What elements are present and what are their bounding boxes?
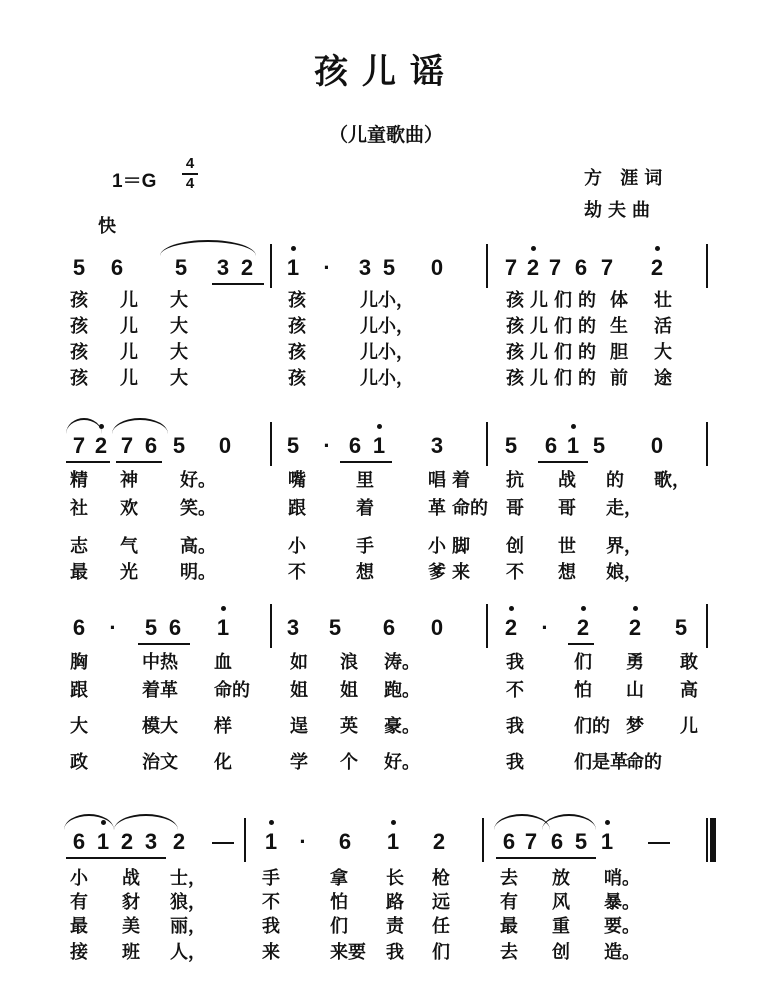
note-underline [66,461,110,463]
lyric-syllable: 命的 [626,752,662,773]
note: 3 [216,255,230,280]
lyric-syllable: 人， [170,942,206,963]
lyric-syllable: 们 [554,342,572,363]
lyric-syllable: 大 [170,316,188,337]
bar-line [706,818,708,862]
lyric-syllable: 孩 [288,290,306,311]
bar-line [270,422,272,466]
lyric-syllable: 儿 [530,316,548,337]
octave-dot [377,424,382,429]
note: 3 [144,829,158,854]
bar-line [244,818,246,862]
octave-dot [221,606,226,611]
note: · [109,615,117,640]
bar-line [706,244,708,288]
note: 2 [504,615,518,640]
note: 6 [544,433,558,458]
octave-dot [291,246,296,251]
octave-dot [571,424,576,429]
lyric-syllable: 战 [558,470,576,491]
lyric-syllable: 儿小， [360,342,414,363]
note: 6 [574,255,588,280]
lyric-syllable: 儿 [120,342,138,363]
note: 3 [286,615,300,640]
lyric-syllable: 拿 [330,868,348,889]
lyric-syllable: 战 [122,868,140,889]
lyric-syllable: 政 [70,752,88,773]
lyric-syllable: 狼， [170,892,206,913]
octave-dot [531,246,536,251]
lyric-syllable: 接 [70,942,88,963]
lyric-syllable: 世 [558,536,576,557]
lyric-syllable: 重 [552,916,570,937]
lyric-syllable: 怕 [574,680,592,701]
lyric-syllable: 不 [506,562,524,583]
bar-line [706,604,708,648]
lyric-syllable: 好。 [384,752,420,773]
note: 2 [432,829,446,854]
lyric-syllable: 明。 [180,562,216,583]
lyric-syllable: 前 [610,368,628,389]
note: 6 [144,433,158,458]
note: 5 [504,433,518,458]
note: 2 [120,829,134,854]
lyric-syllable: 我 [506,752,524,773]
lyric-syllable: 胆 [610,342,628,363]
lyric-syllable: 们 [574,652,592,673]
lyric-syllable: 孩 [288,316,306,337]
lyric-syllable: 姐 [290,680,308,701]
lyric-syllable: 美 [122,916,140,937]
lyric-syllable: 笑。 [180,498,216,519]
lyric-syllable: 胸 [70,652,88,673]
lyric-syllable: 英 [340,716,358,737]
lyric-syllable: 任 [432,916,450,937]
sustain-dash [212,842,234,844]
lyric-syllable: 体 [610,290,628,311]
note-underline [538,461,588,463]
note: 1 [264,829,278,854]
lyric-syllable: 儿 [120,368,138,389]
note: 2 [172,829,186,854]
lyric-syllable: 儿小， [360,290,414,311]
lyric-syllable: 来要 [330,942,366,963]
lyric-syllable: 小 [70,868,88,889]
time-signature-top: 4 [185,155,195,172]
lyric-syllable: 的 [578,368,596,389]
note: 0 [650,433,664,458]
slur [66,418,102,434]
lyric-syllable: 精 [70,470,88,491]
note: 6 [168,615,182,640]
lyric-syllable: 小 [428,536,446,557]
lyric-syllable: 社 [70,498,88,519]
lyric-syllable: 高。 [180,536,216,557]
lyric-syllable: 命的 [214,680,250,701]
lyric-syllable: 哥 [558,498,576,519]
octave-dot [581,606,586,611]
note: 1 [566,433,580,458]
lyric-syllable: 光 [120,562,138,583]
lyric-syllable: 大 [654,342,672,363]
lyric-syllable: 孩 [506,342,524,363]
note: 0 [430,255,444,280]
octave-dot [605,820,610,825]
lyric-syllable: 儿 [120,316,138,337]
song-subtitle: （儿童歌曲） [328,124,443,146]
note: 1 [96,829,110,854]
lyric-syllable: 孩 [70,342,88,363]
note: 2 [576,615,590,640]
lyric-syllable: 学 [290,752,308,773]
note-underline [340,461,392,463]
lyric-syllable: 远 [432,892,450,913]
lyric-syllable: 浪 [340,652,358,673]
lyric-syllable: 最 [70,562,88,583]
lyric-syllable: 脚 [452,536,470,557]
lyric-syllable: 大 [70,716,88,737]
lyric-syllable: 孩 [506,316,524,337]
lyric-syllable: 血 [214,652,232,673]
lyric-syllable: 长 [386,868,404,889]
lyric-syllable: 去 [500,868,518,889]
lyric-syllable: 革 [428,498,446,519]
note: 7 [548,255,562,280]
lyric-syllable: 创 [552,942,570,963]
octave-dot [509,606,514,611]
octave-dot [269,820,274,825]
octave-dot [655,246,660,251]
lyric-syllable: 模大 [142,716,178,737]
lyric-syllable: 活 [654,316,672,337]
lyric-syllable: 哥 [506,498,524,519]
lyric-syllable: 枪 [432,868,450,889]
note-underline [568,643,594,645]
lyric-syllable: 孩 [288,342,306,363]
note: 7 [504,255,518,280]
lyric-syllable: 走， [606,498,642,519]
note: 2 [240,255,254,280]
lyric-syllable: 儿小， [360,316,414,337]
note: 5 [72,255,86,280]
lyric-syllable: 途 [654,368,672,389]
lyric-syllable: 化 [214,752,232,773]
lyric-syllable: 着 [356,498,374,519]
note: 1 [386,829,400,854]
lyric-syllable: 气 [120,536,138,557]
lyric-syllable: 孩 [70,290,88,311]
lyric-syllable: 放 [552,868,570,889]
lyric-syllable: 们 [554,316,572,337]
lyric-syllable: 丽， [170,916,206,937]
note-underline [544,857,596,859]
note: 5 [144,615,158,640]
note: 1 [600,829,614,854]
lyric-syllable: 们 [432,942,450,963]
lyric-syllable: 儿 [530,368,548,389]
note: 6 [382,615,396,640]
lyric-syllable: 风 [552,892,570,913]
lyric-syllable: 的 [578,316,596,337]
lyric-syllable: 大 [170,368,188,389]
note: 6 [338,829,352,854]
tempo-marking: 快 [98,216,116,237]
lyric-syllable: 如 [290,652,308,673]
note: 1 [286,255,300,280]
lyric-syllable: 想 [356,562,374,583]
final-bar-line [710,818,716,862]
note: 2 [628,615,642,640]
note: 5 [286,433,300,458]
lyric-syllable: 们 [330,916,348,937]
lyric-syllable: 不 [506,680,524,701]
lyric-syllable: 士， [170,868,206,889]
bar-line [270,244,272,288]
lyric-syllable: 儿 [680,716,698,737]
lyric-syllable: 生 [610,316,628,337]
lyric-syllable: 的 [606,470,624,491]
note: 6 [72,615,86,640]
lyric-syllable: 豺 [122,892,140,913]
lyricist-credit: 方 涯词 [584,168,669,189]
lyric-syllable: 大 [170,290,188,311]
lyric-syllable: 有 [500,892,518,913]
note: 5 [574,829,588,854]
lyric-syllable: 神 [120,470,138,491]
note: 7 [600,255,614,280]
lyric-syllable: 最 [500,916,518,937]
lyric-syllable: 勇 [626,652,644,673]
lyric-syllable: 样 [214,716,232,737]
note: 6 [348,433,362,458]
lyric-syllable: 个 [340,752,358,773]
lyric-syllable: 孩 [70,316,88,337]
bar-line [486,604,488,648]
lyric-syllable: 来 [452,562,470,583]
lyric-syllable: 梦 [626,716,644,737]
lyric-syllable: 们 [554,368,572,389]
lyric-syllable: 大 [170,342,188,363]
lyric-syllable: 嘴 [288,470,306,491]
lyric-syllable: 儿 [530,342,548,363]
lyric-syllable: 暴。 [604,892,640,913]
note: · [299,829,307,854]
slur [112,418,168,434]
lyric-syllable: 涛。 [384,652,420,673]
lyric-syllable: 跑。 [384,680,420,701]
lyric-syllable: 班 [122,942,140,963]
lyric-syllable: 高 [680,680,698,701]
lyric-syllable: 界， [606,536,642,557]
lyric-syllable: 逞 [290,716,308,737]
bar-line [482,818,484,862]
note-underline [66,857,114,859]
note-underline [114,857,166,859]
note: 3 [358,255,372,280]
lyric-syllable: 造。 [604,942,640,963]
lyric-syllable: 儿小， [360,368,414,389]
note: 5 [172,433,186,458]
lyric-syllable: 里 [356,470,374,491]
note: 5 [674,615,688,640]
slur [160,240,256,256]
song-title: 孩儿谣 [314,52,458,92]
lyric-syllable: 壮 [654,290,672,311]
lyric-syllable: 抗 [506,470,524,491]
lyric-syllable: 孩 [506,368,524,389]
lyric-syllable: 唱 [428,470,446,491]
lyric-syllable: 豪。 [384,716,420,737]
note-underline [496,857,544,859]
time-signature [182,156,198,192]
lyric-syllable: 最 [70,916,88,937]
lyric-syllable: 去 [500,942,518,963]
lyric-syllable: 创 [506,536,524,557]
note: 5 [592,433,606,458]
lyric-syllable: 跟 [288,498,306,519]
lyric-syllable: 着 [452,470,470,491]
lyric-syllable: 小 [288,536,306,557]
bar-line [486,244,488,288]
note: · [541,615,549,640]
note: 5 [174,255,188,280]
note-underline [138,643,190,645]
lyric-syllable: 我 [386,942,404,963]
lyric-syllable: 们的 [574,716,610,737]
note: 7 [120,433,134,458]
note: 6 [550,829,564,854]
key-signature: 1＝G [112,171,157,192]
slur [114,814,178,830]
time-signature-bottom: 4 [185,175,195,192]
octave-dot [633,606,638,611]
slur [64,814,114,830]
bar-line [270,604,272,648]
lyric-syllable: 想 [558,562,576,583]
composer-credit: 劫夫曲 [584,200,656,221]
lyric-syllable: 来 [262,942,280,963]
lyric-syllable: 怕 [330,892,348,913]
note: 6 [502,829,516,854]
lyric-syllable: 儿 [530,290,548,311]
note: 6 [110,255,124,280]
sustain-dash [648,842,670,844]
lyric-syllable: 的 [578,290,596,311]
note-underline [212,283,264,285]
lyric-syllable: 孩 [506,290,524,311]
slur [542,814,596,830]
note: 2 [526,255,540,280]
lyric-syllable: 我 [506,652,524,673]
lyric-syllable: 我 [262,916,280,937]
note: 6 [72,829,86,854]
lyric-syllable: 娘， [606,562,642,583]
note: 0 [430,615,444,640]
lyric-syllable: 儿 [120,290,138,311]
lyric-syllable: 着革 [142,680,178,701]
lyric-syllable: 中热 [142,652,178,673]
lyric-syllable: 不 [288,562,306,583]
octave-dot [391,820,396,825]
lyric-syllable: 哨。 [604,868,640,889]
note: 2 [650,255,664,280]
lyric-syllable: 爹 [428,562,446,583]
lyric-syllable: 山 [626,680,644,701]
lyric-syllable: 命的 [452,498,488,519]
note: 5 [382,255,396,280]
lyric-syllable: 敢 [680,652,698,673]
lyric-syllable: 路 [386,892,404,913]
lyric-syllable: 手 [262,868,280,889]
note-underline [116,461,162,463]
note: · [323,433,331,458]
lyric-syllable: 责 [386,916,404,937]
note: 7 [524,829,538,854]
note: 5 [328,615,342,640]
lyric-syllable: 们是革 [574,752,628,773]
note: 3 [430,433,444,458]
lyric-syllable: 歌， [654,470,690,491]
lyric-syllable: 手 [356,536,374,557]
lyric-syllable: 的 [578,342,596,363]
lyric-syllable: 有 [70,892,88,913]
lyric-syllable: 我 [506,716,524,737]
lyric-syllable: 志 [70,536,88,557]
bar-line [706,422,708,466]
note: · [323,255,331,280]
lyric-syllable: 孩 [70,368,88,389]
note: 1 [372,433,386,458]
lyric-syllable: 孩 [288,368,306,389]
lyric-syllable: 不 [262,892,280,913]
lyric-syllable: 们 [554,290,572,311]
lyric-syllable: 姐 [340,680,358,701]
lyric-syllable: 治文 [142,752,178,773]
note: 7 [72,433,86,458]
note: 0 [218,433,232,458]
lyric-syllable: 好。 [180,470,216,491]
lyric-syllable: 要。 [604,916,640,937]
lyric-syllable: 跟 [70,680,88,701]
bar-line [486,422,488,466]
note: 1 [216,615,230,640]
note: 2 [94,433,108,458]
lyric-syllable: 欢 [120,498,138,519]
